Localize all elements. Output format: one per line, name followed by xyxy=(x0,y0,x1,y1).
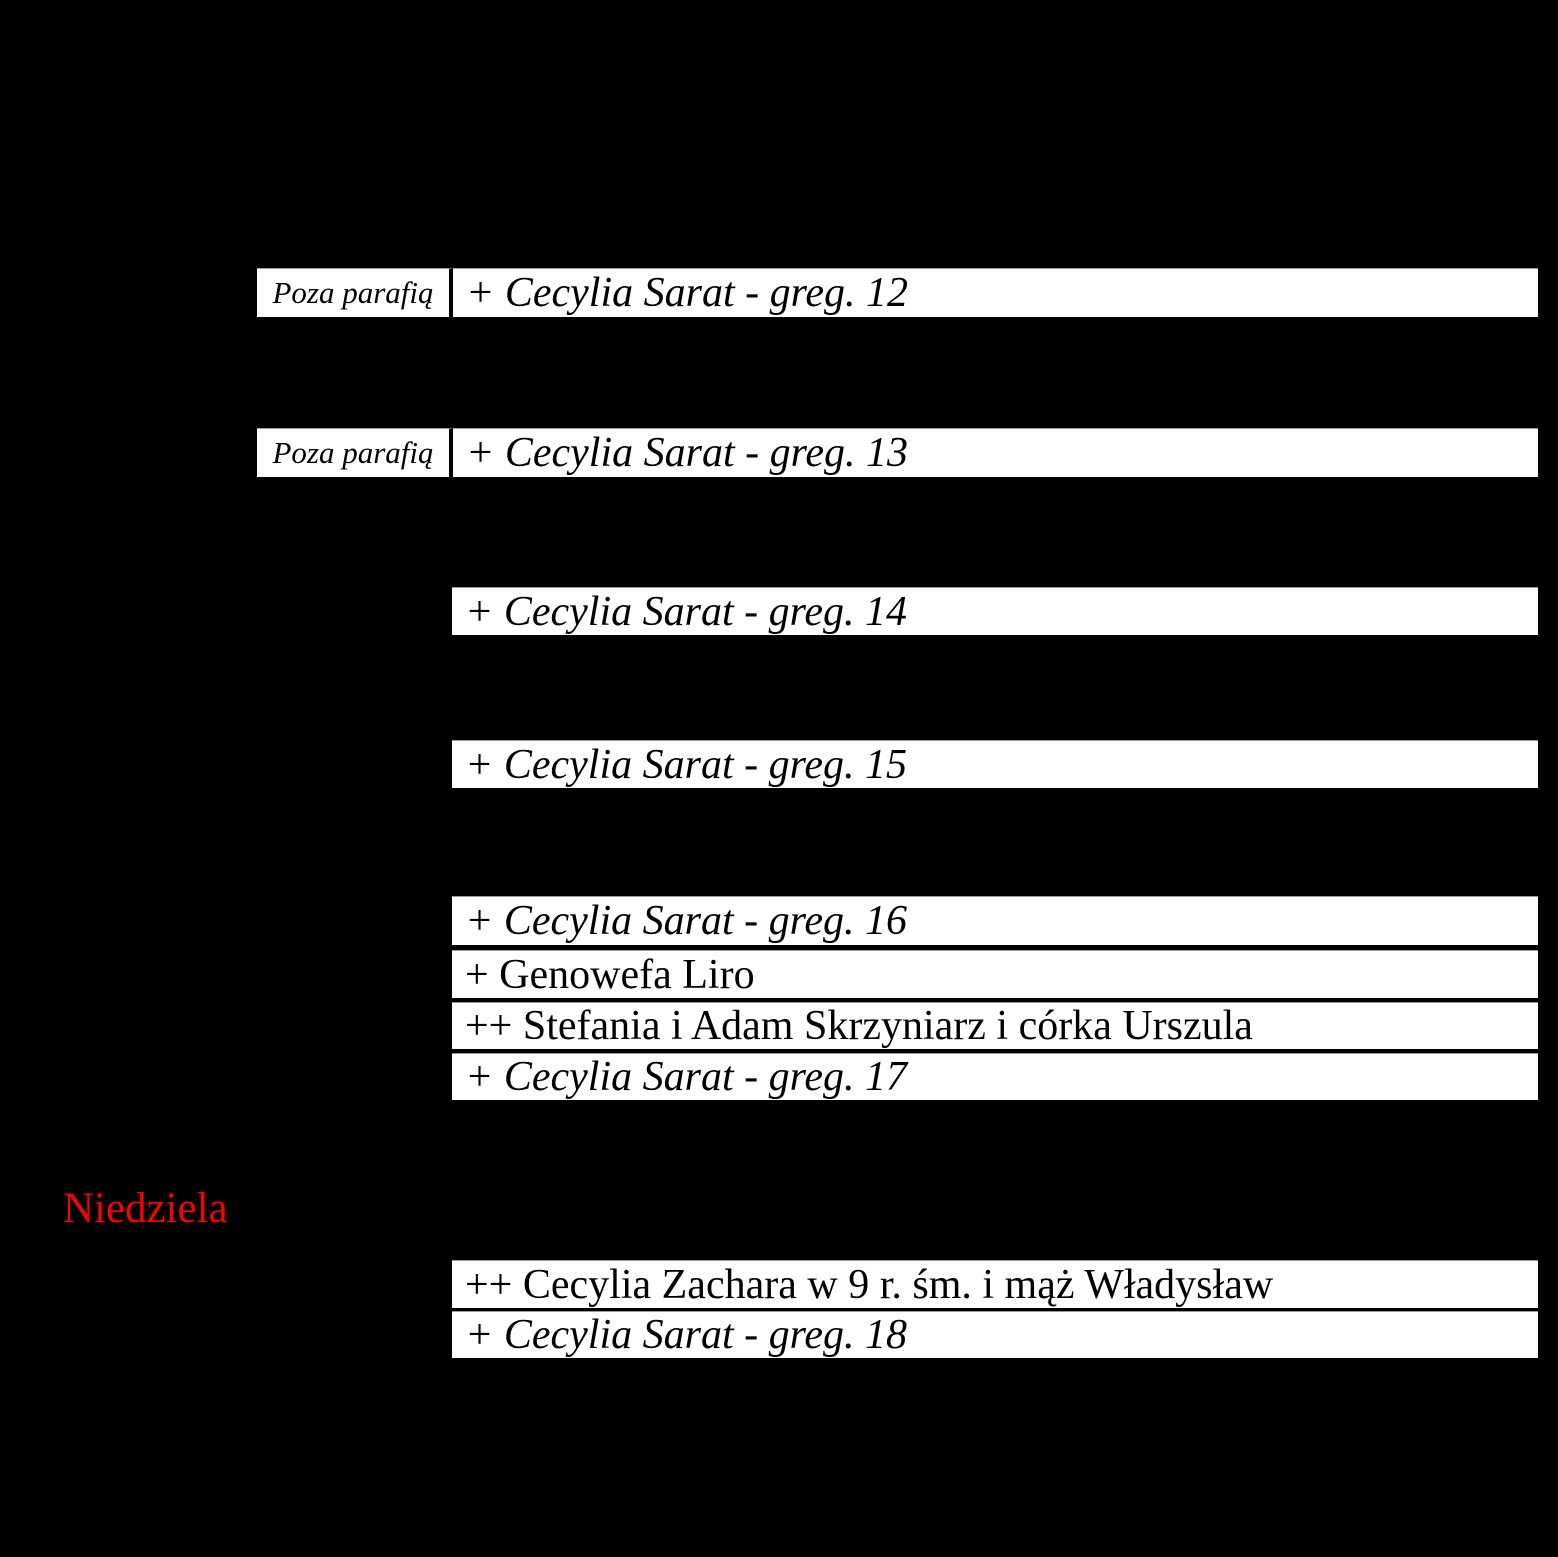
intention-text: + Cecylia Sarat - greg. 13 xyxy=(453,428,1538,477)
day-label-niedziela: Niedziela xyxy=(63,1185,228,1232)
mass-intention-row: ++ Cecylia Zachara w 9 r. śm. i mąż Władysław xyxy=(452,1260,1538,1308)
mass-intention-row: + Cecylia Sarat - greg. 18 xyxy=(452,1311,1538,1358)
intention-text: + Cecylia Sarat - greg. 12 xyxy=(453,268,1538,317)
mass-intention-row: + Cecylia Sarat - greg. 15 xyxy=(452,740,1538,788)
mass-intention-row: + Cecylia Sarat - greg. 14 xyxy=(452,587,1538,635)
location-label: Poza parafią xyxy=(257,268,453,317)
mass-intention-row: + Genowefa Liro xyxy=(452,950,1538,998)
mass-intention-row: + Cecylia Sarat - greg. 16 xyxy=(452,896,1538,945)
mass-intention-row: + Cecylia Sarat - greg. 17 xyxy=(452,1053,1538,1100)
mass-intention-row: ++ Stefania i Adam Skrzyniarz i córka Urszula xyxy=(452,1002,1538,1049)
mass-intention-row xyxy=(257,428,1538,477)
mass-intention-row xyxy=(257,268,1538,317)
location-label: Poza parafią xyxy=(257,428,453,477)
